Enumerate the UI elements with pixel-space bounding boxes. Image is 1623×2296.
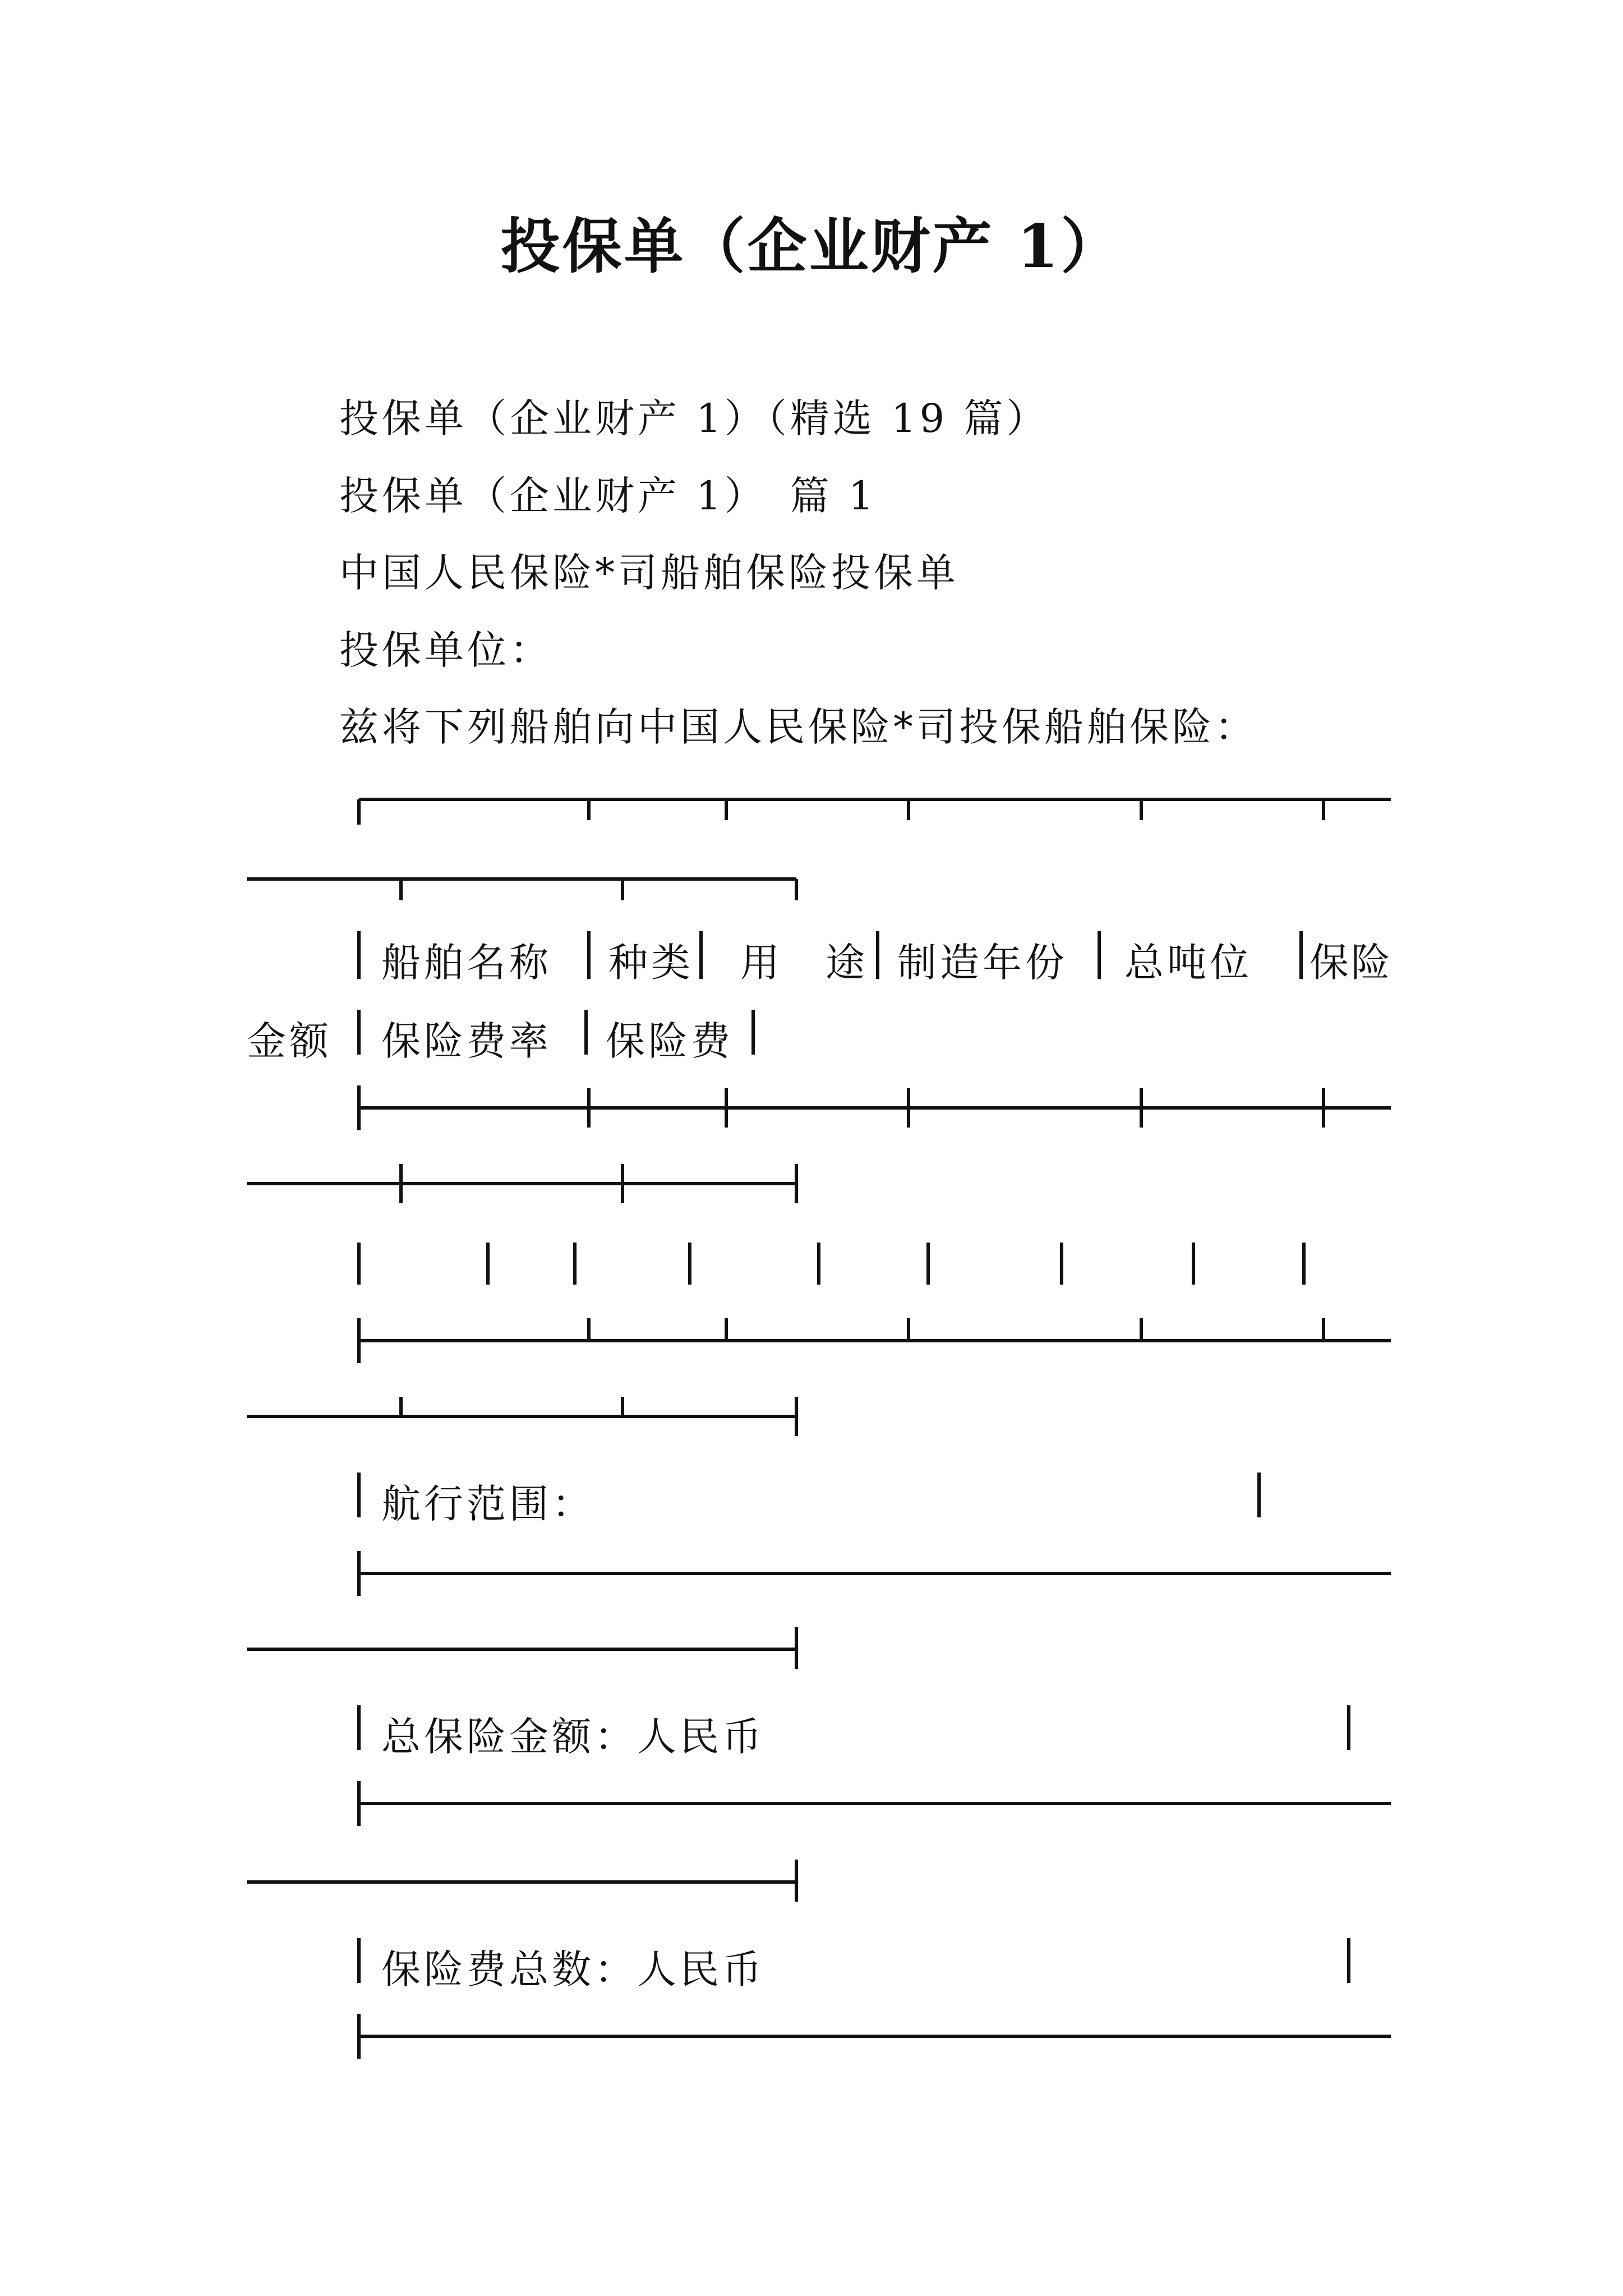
paragraph-declaration: 兹将下列船舶向中国人民保险*司投保船舶保险： [339, 704, 1257, 750]
paragraph-section-heading: 投保单（企业财产 1） 篇 1 [339, 473, 877, 519]
paragraph-subtitle: 投保单（企业财产 1）（精选 19 篇） [339, 395, 1049, 441]
header-ship-name: 船舶名称 [381, 940, 552, 986]
header-insured-amount-part2: 金额 [247, 1018, 332, 1064]
header-build-year: 制造年份 [897, 940, 1068, 986]
header-insured-amount-part1: 保险 [1310, 940, 1393, 986]
paragraph-applicant: 投保单位： [339, 627, 552, 673]
header-type: 种类 [608, 940, 694, 986]
paragraph-form-name: 中国人民保险*司船舶保险投保单 [339, 550, 959, 596]
header-premium: 保险费 [606, 1018, 734, 1064]
header-usage: 用 途 [740, 940, 868, 986]
row-voyage-range-label: 航行范围： [381, 1481, 594, 1527]
row-total-premium-label: 保险费总数：人民币 [381, 1947, 765, 1993]
row-total-insured-amount-label: 总保险金额：人民币 [381, 1714, 765, 1760]
document-title: 投保单（企业财产 1） [500, 211, 1123, 281]
header-premium-rate: 保险费率 [381, 1018, 552, 1064]
header-gross-tonnage: 总吨位 [1124, 940, 1252, 986]
